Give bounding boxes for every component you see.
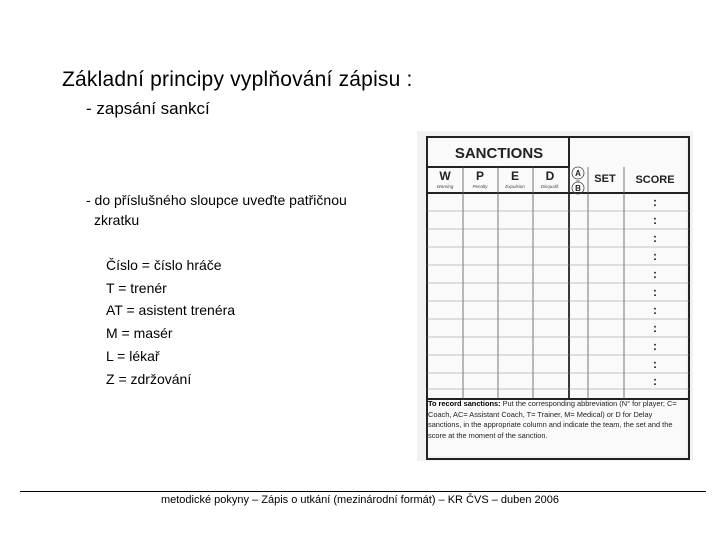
- sanctions-form-image: [417, 131, 693, 461]
- col-sub-d: Disqualif.: [540, 184, 560, 189]
- score-colon: :: [653, 249, 657, 263]
- instructions-text: Put the corresponding abbreviation (N° for player; C= Coach, AC= Assistant Coach, T= Trainer, M= Medical) or D for Delay sanctions, in the appropriate column and indicate the team, the set and the score at the moment of the sanction.: [428, 399, 677, 440]
- score-colon: :: [653, 213, 657, 227]
- col-sub-p: Penalty: [472, 184, 488, 189]
- abbreviation-list: [106, 254, 235, 390]
- note-line-1: - do příslušného sloupce uveďte patřičnou: [86, 192, 347, 208]
- set-header: SET: [594, 173, 616, 185]
- team-b-label: B: [575, 184, 581, 193]
- abbreviation-item: L = lékař: [106, 347, 160, 364]
- form-instructions: [428, 399, 685, 441]
- score-colons: [653, 195, 657, 388]
- note-line-2: zkratku: [94, 212, 140, 228]
- score-colon: :: [653, 231, 657, 245]
- score-colon: :: [653, 195, 657, 209]
- score-colon: :: [653, 303, 657, 317]
- abbreviation-item: Z = zdržování: [106, 370, 192, 387]
- form-title: SANCTIONS: [454, 145, 544, 162]
- instructions-label: To record sanctions:: [428, 399, 501, 408]
- score-colon: :: [653, 285, 657, 299]
- abbreviation-item: M = masér: [106, 325, 173, 342]
- score-colon: :: [653, 267, 657, 281]
- col-letter-d: D: [545, 169, 555, 183]
- footer-divider: [20, 491, 706, 492]
- score-colon: :: [653, 339, 657, 353]
- col-letter-p: P: [475, 169, 485, 183]
- abbreviation-item: AT = asistent trenéra: [106, 302, 236, 319]
- col-sub-e: Expulsion: [505, 184, 525, 189]
- abbreviation-item: T = trenér: [106, 279, 167, 296]
- col-letter-w: W: [439, 169, 451, 183]
- score-colon: :: [653, 374, 657, 388]
- team-a-label: A: [575, 169, 581, 178]
- score-colon: :: [653, 321, 657, 335]
- abbreviation-item: Číslo = číslo hráče: [106, 257, 222, 273]
- slide-title: Základní principy vyplňování zápisu :: [62, 68, 413, 91]
- col-letter-e: E: [510, 169, 520, 183]
- score-header: SCORE: [635, 174, 675, 186]
- score-colon: :: [653, 357, 657, 371]
- instruction-note: [86, 190, 396, 230]
- svg-text:or: or: [576, 178, 580, 183]
- grid-rows: [427, 211, 689, 389]
- slide-subtitle: - zapsání sankcí: [86, 99, 210, 118]
- footer-text: metodické pokyny – Zápis o utkání (mezinárodní formát) – KR ČVS – duben 2006: [160, 494, 560, 506]
- col-sub-w: Warning: [436, 184, 454, 189]
